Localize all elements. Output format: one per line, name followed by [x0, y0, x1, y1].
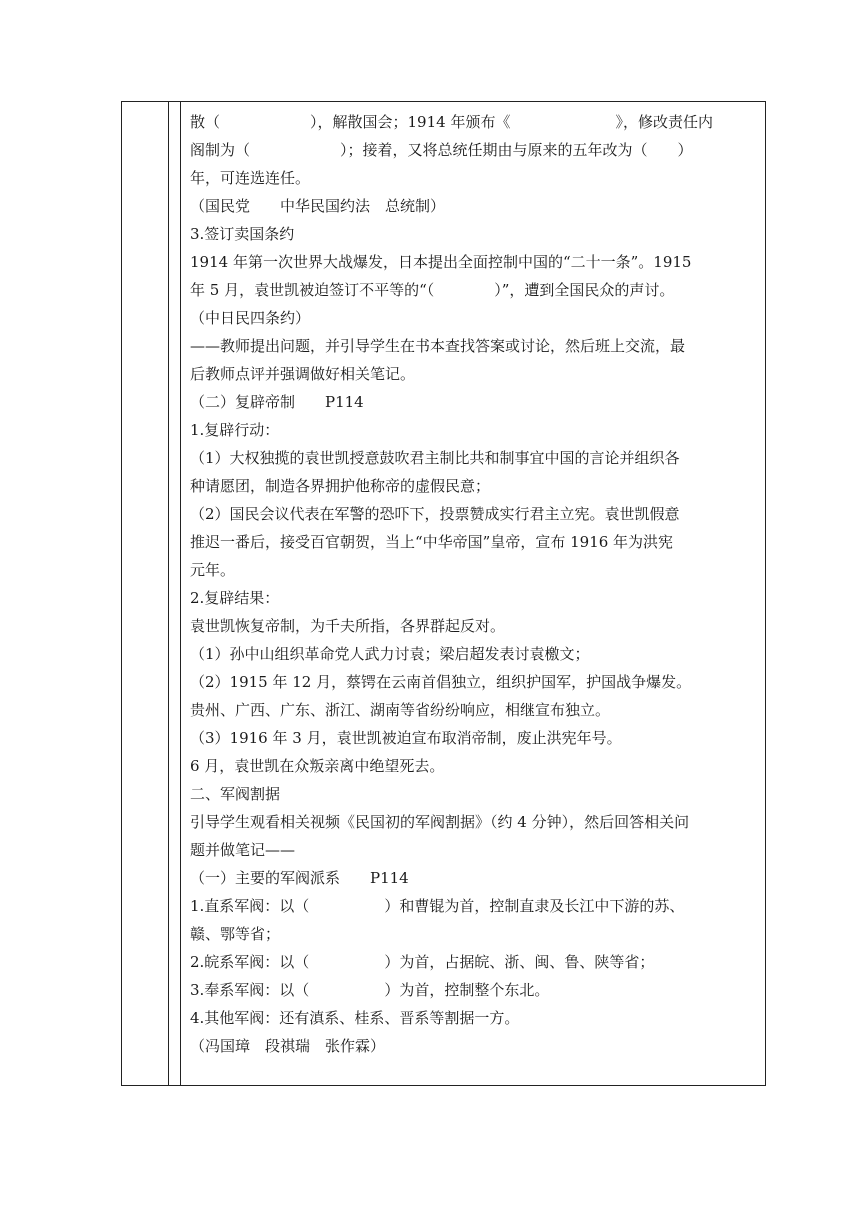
text-line: 散（ ），解散国会；1914 年颁布《 》，修改责任内 — [190, 113, 713, 131]
section-heading: 二、军阀割据 — [190, 785, 281, 803]
section-heading: 1.复辟行动： — [190, 421, 280, 439]
text-line: 阁制为（ ）；接着，又将总统任期由与原来的五年改为（ ） — [190, 141, 693, 159]
section-heading: （一）主要的军阀派系 P114 — [190, 869, 409, 887]
answer-line: （国民党 中华民国约法 总统制） — [190, 197, 446, 215]
text-line: 赣、鄂等省； — [190, 925, 281, 943]
answer-line: （中日民四条约） — [190, 309, 311, 327]
text-line: 推迟一番后，接受百官朝贺，当上“中华帝国”皇帝，宣布 1916 年为洪宪 — [190, 533, 674, 551]
lesson-table — [121, 101, 766, 1086]
text-line: 题并做笔记—— — [190, 841, 296, 859]
table-column-divider — [168, 102, 169, 1085]
text-line: 1914 年第一次世界大战爆发，日本提出全面控制中国的“二十一条”。1915 — [190, 253, 692, 271]
section-heading: （二）复辟帝制 P114 — [190, 393, 364, 411]
text-line: 引导学生观看相关视频《民国初的军阀割据》（约 4 分钟），然后回答相关问 — [190, 813, 690, 831]
section-heading: 2.复辟结果： — [190, 589, 280, 607]
text-line: （3）1916 年 3 月，袁世凯被迫宣布取消帝制，废止洪宪年号。 — [190, 729, 622, 747]
text-line: 年 5 月，袁世凯被迫签订不平等的“（ ）”，遭到全国民众的声讨。 — [190, 281, 675, 299]
lesson-content — [190, 108, 760, 1060]
text-line: 后教师点评并强调做好相关笔记。 — [190, 365, 416, 383]
text-line: （1）孙中山组织革命党人武力讨袁；梁启超发表讨袁檄文； — [190, 645, 590, 663]
text-line: 元年。 — [190, 561, 236, 579]
text-line: 1.直系军阀：以（ ）和曹锟为首，控制直隶及长江中下游的苏、 — [190, 897, 685, 915]
text-line: 4.其他军阀：还有滇系、桂系、晋系等割据一方。 — [190, 1009, 520, 1027]
text-line: 袁世凯恢复帝制，为千夫所指，各界群起反对。 — [190, 617, 506, 635]
text-line: 贵州、广西、广东、浙江、湖南等省纷纷响应，相继宣布独立。 — [190, 701, 611, 719]
text-line: 6 月，袁世凯在众叛亲离中绝望死去。 — [190, 757, 445, 775]
text-line: ——教师提出问题，并引导学生在书本查找答案或讨论，然后班上交流，最 — [190, 337, 686, 355]
text-line: 种请愿团，制造各界拥护他称帝的虚假民意； — [190, 477, 491, 495]
section-heading: 3.签订卖国条约 — [190, 225, 295, 243]
table-column-divider — [180, 102, 181, 1085]
answer-line: （冯国璋 段祺瑞 张作霖） — [190, 1037, 386, 1055]
text-line: （2）国民会议代表在军警的恐吓下，投票赞成实行君主立宪。袁世凯假意 — [190, 505, 680, 523]
text-line: （2）1915 年 12 月，蔡锷在云南首倡独立，组织护国军，护国战争爆发。 — [190, 673, 692, 691]
text-line: （1）大权独揽的袁世凯授意鼓吹君主制比共和制事宜中国的言论并组织各 — [190, 449, 680, 467]
text-line: 2.皖系军阀：以（ ）为首，占据皖、浙、闽、鲁、陕等省； — [190, 953, 655, 971]
text-line: 3.奉系军阀：以（ ）为首，控制整个东北。 — [190, 981, 550, 999]
text-line: 年，可连选连任。 — [190, 169, 311, 187]
